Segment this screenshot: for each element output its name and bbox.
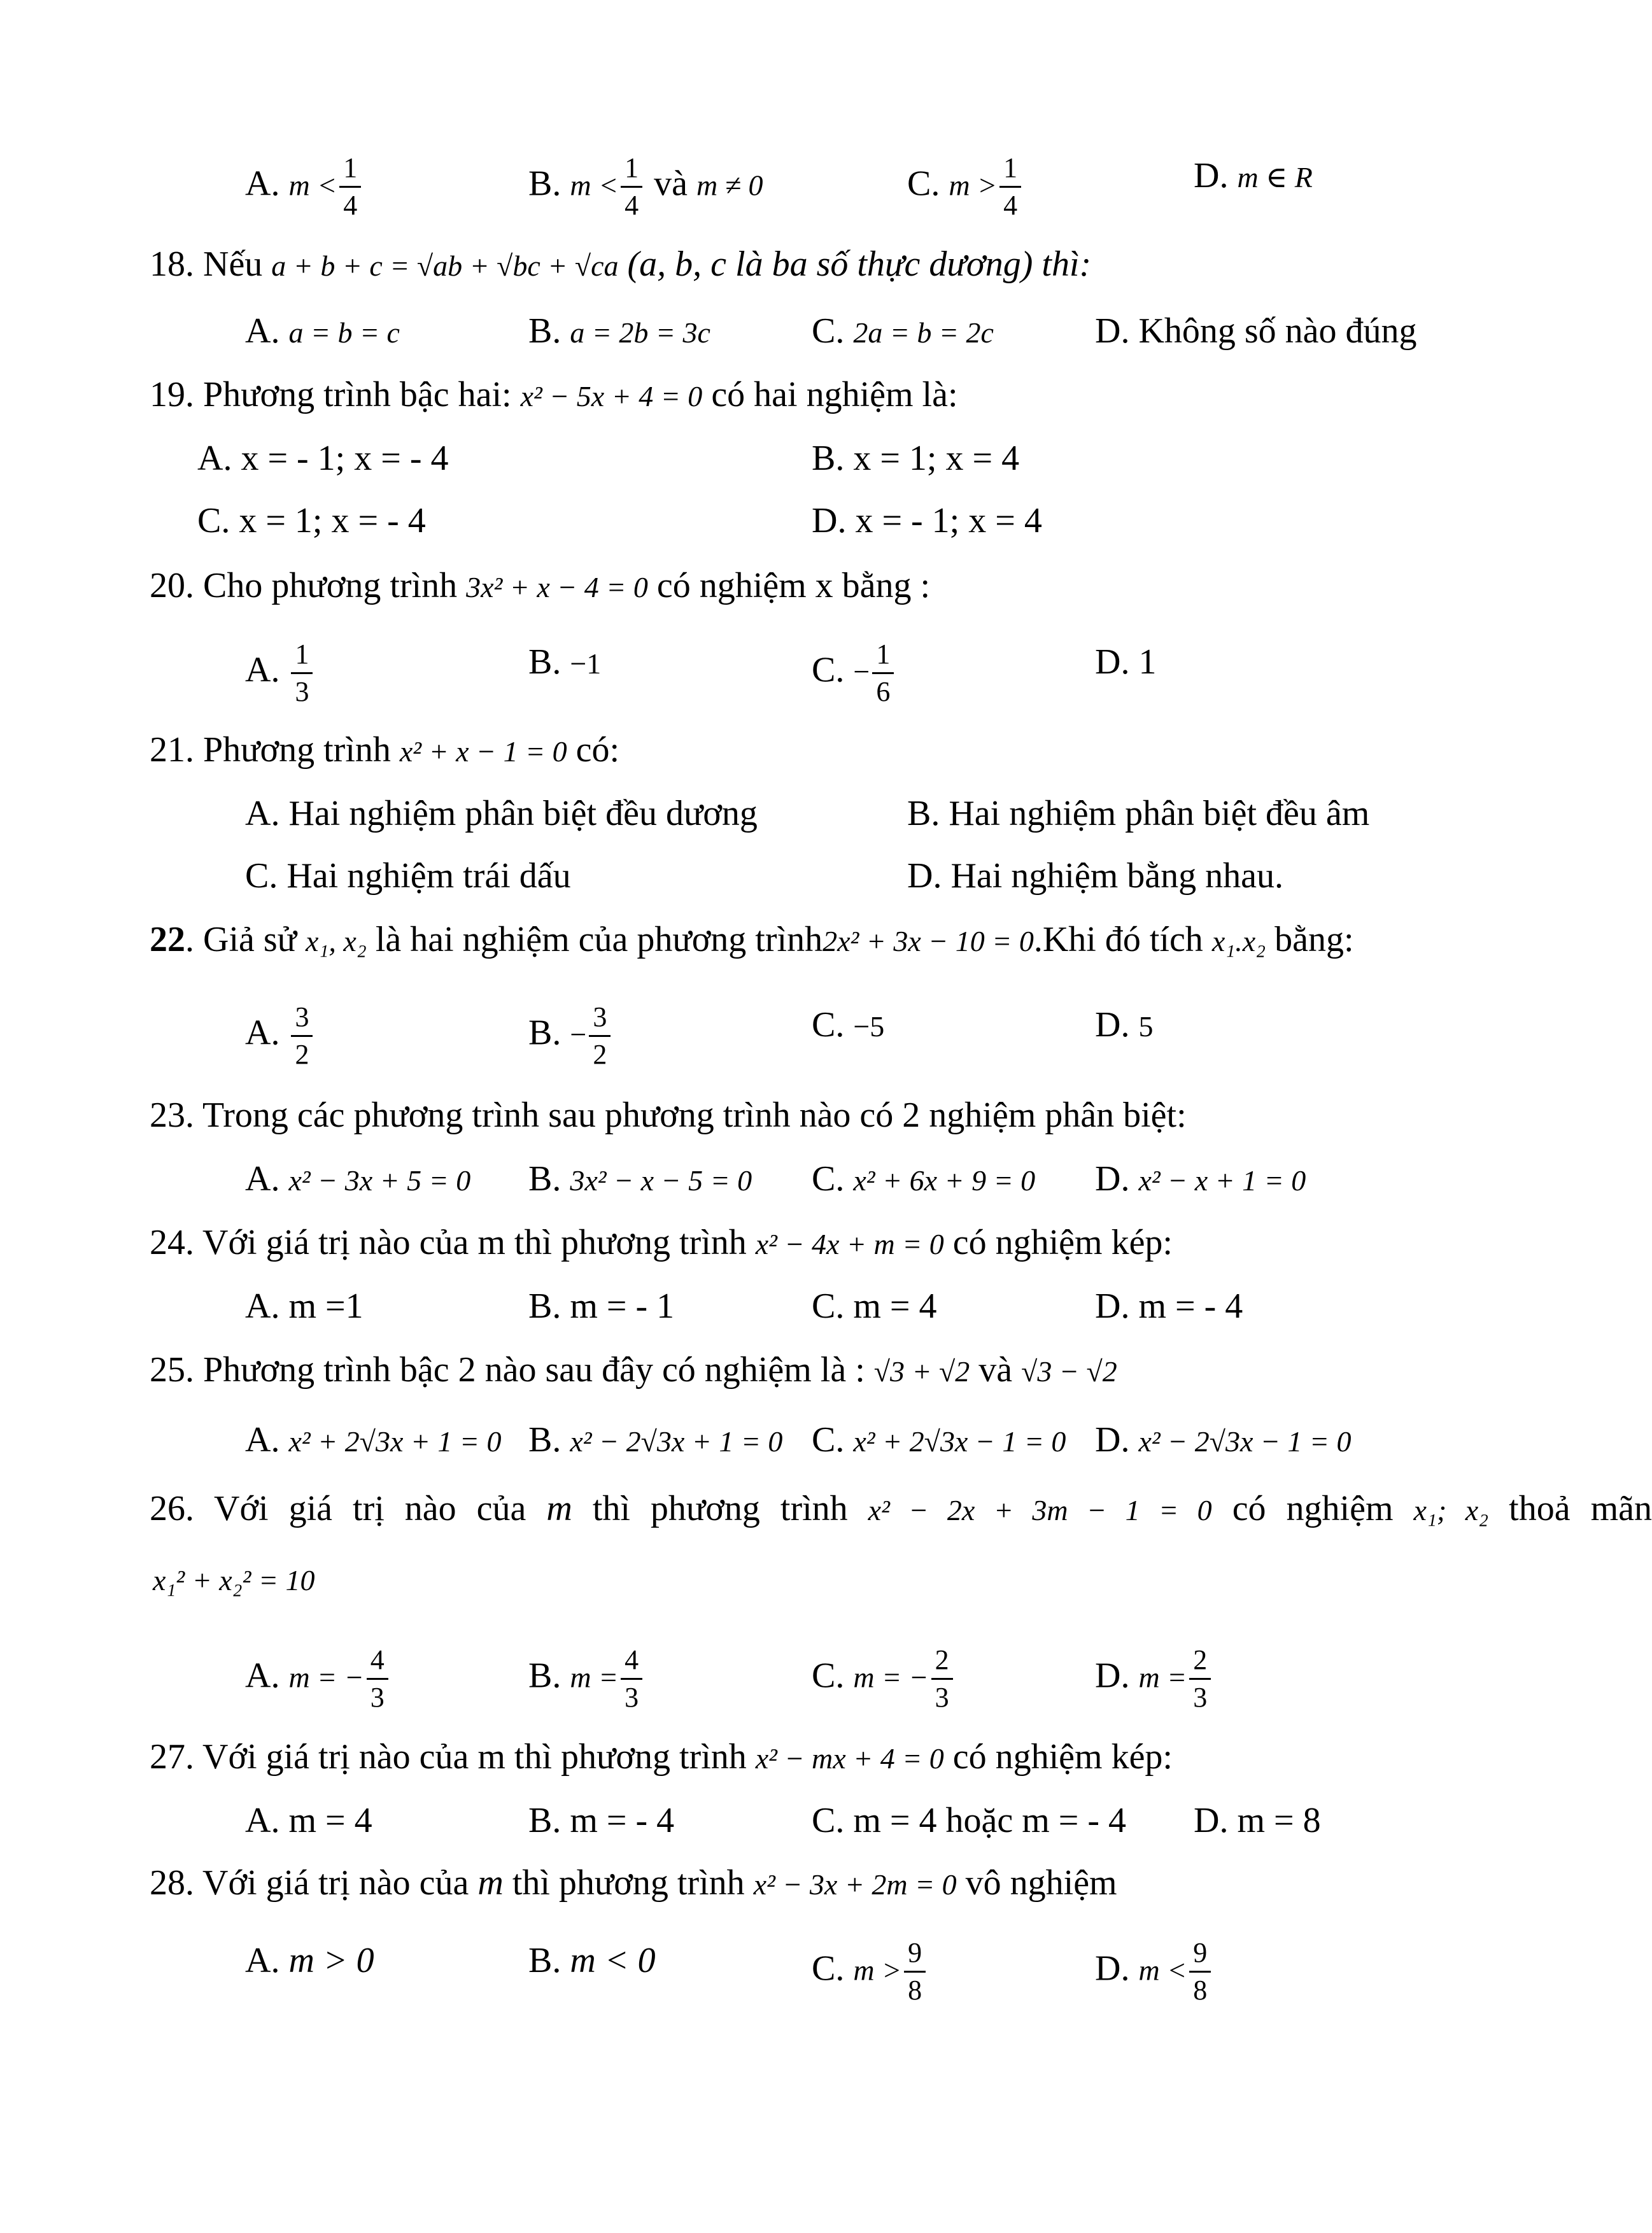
q26-option-d: D. m = $\frac{2}{3}$ [1095,1642,1213,1715]
q24-option-d: D. m = - 4 [1095,1286,1243,1326]
q23-option-b: B. 3x² − x − 5 = 0 [528,1159,752,1199]
q24-option-a: A. m =1 [245,1286,364,1326]
q23-option-c: C. x² + 6x + 9 = 0 [812,1159,1036,1199]
q22-option-a: A. $\frac{3}{2}$ [245,999,315,1073]
q22-option-d: D. 5 [1095,1005,1154,1045]
q25-question: 25. Phương trình bậc 2 nào sau đây có nghiệm là : √3 + √2 và √3 − √2 [150,1350,1117,1390]
q27-question: 27. Với giá trị nào của m thì phương trình x² − mx + 4 = 0 có nghiệm kép: [150,1737,1173,1777]
q19-option-d: D. x = - 1; x = 4 [812,501,1042,540]
q25-option-d: D. x² − 2√3x − 1 = 0 [1095,1420,1352,1460]
fraction: $\frac{2}{3}$ [931,1642,953,1715]
q18-option-c: C. 2a = b = 2c [812,311,994,351]
q23-option-a: A. x² − 3x + 5 = 0 [245,1159,471,1199]
q27-option-c: C. m = 4 hoặc m = - 4 [812,1801,1126,1840]
q22-option-c: C. −5 [812,1005,885,1045]
q20-option-c: C. − $\frac{1}{6}$ [812,637,896,710]
fraction: $\frac{1}{3}$ [291,637,313,710]
q24-option-c: C. m = 4 [812,1286,937,1326]
q24-option-b: B. m = - 1 [528,1286,675,1326]
q19-option-c: C. x = 1; x = - 4 [197,501,426,540]
q28-option-a: A. m > 0 [245,1941,374,1980]
q27-option-a: A. m = 4 [245,1801,372,1840]
q26-condition: x₁² + x₂² = 10 [153,1564,315,1596]
q28-question: 28. Với giá trị nào của m thì phương trình x² − 3x + 2m = 0 vô nghiệm [150,1863,1117,1903]
q24-question: 24. Với giá trị nào của m thì phương trình x² − 4x + m = 0 có nghiệm kép: [150,1223,1173,1262]
q17-option-c: C. m > $\frac{1}{4}$ [907,150,1024,223]
fraction: $\frac{1}{6}$ [872,637,894,710]
q23-option-d: D. x² − x + 1 = 0 [1095,1159,1306,1199]
fraction: $\frac{1}{4}$ [999,150,1021,223]
fraction: $\frac{9}{8}$ [1189,1935,1211,2008]
q19-option-a: A. x = - 1; x = - 4 [197,439,449,478]
q26-option-b: B. m = $\frac{4}{3}$ [528,1642,645,1715]
q25-option-b: B. x² − 2√3x + 1 = 0 [528,1420,783,1460]
q20-option-a: A. $\frac{1}{3}$ [245,637,315,710]
q27-option-b: B. m = - 4 [528,1801,675,1840]
fraction: $\frac{4}{3}$ [621,1642,642,1715]
q26-option-c: C. m = − $\frac{2}{3}$ [812,1642,956,1715]
q21-option-b: B. Hai nghiệm phân biệt đều âm [907,794,1370,833]
q18-option-b: B. a = 2b = 3c [528,311,710,351]
q18-question: 18. Nếu a + b + c = √ab + √bc + √ca (a, b, c là ba số thực dương) thì: [150,244,1092,284]
q17-option-a: A. m < $\frac{1}{4}$ [245,150,364,223]
q28-option-c: C. m > $\frac{9}{8}$ [812,1935,928,2008]
fraction: $\frac{3}{2}$ [291,999,313,1073]
q21-question: 21. Phương trình x² + x − 1 = 0 có: [150,730,620,770]
q28-option-b: B. m < 0 [528,1941,656,1980]
q20-option-d: D. 1 [1095,642,1157,682]
fraction: $\frac{4}{3}$ [367,1642,388,1715]
q27-option-d: D. m = 8 [1194,1801,1321,1840]
q20-option-b: B. −1 [528,642,602,682]
q20-question: 20. Cho phương trình 3x² + x − 4 = 0 có nghiệm x bằng : [150,566,931,605]
fraction: $\frac{9}{8}$ [904,1935,926,2008]
q25-option-c: C. x² + 2√3x − 1 = 0 [812,1420,1066,1460]
fraction: $\frac{1}{4}$ [339,150,361,223]
q17-option-d: D. m ∈ R [1194,156,1313,195]
q21-option-c: C. Hai nghiệm trái dấu [245,856,571,896]
q17-option-b: B. m < $\frac{1}{4}$ và m ≠ 0 [528,150,763,223]
q26-question: 26. Với giá trị nào của m thì phương trình x² − 2x + 3m − 1 = 0 có nghiệm x₁; x₂ thoả mãn [150,1489,1652,1528]
q21-option-a: A. Hai nghiệm phân biệt đều dương [245,794,758,833]
fraction: $\frac{2}{3}$ [1189,1642,1211,1715]
fraction: $\frac{3}{2}$ [589,999,611,1073]
q18-option-a: A. a = b = c [245,311,400,351]
q26-option-a: A. m = − $\frac{4}{3}$ [245,1642,391,1715]
q19-question: 19. Phương trình bậc hai: x² − 5x + 4 = 0 có hai nghiệm là: [150,375,958,414]
q23-question: 23. Trong các phương trình sau phương trình nào có 2 nghiệm phân biệt: [150,1095,1187,1135]
q22-question: 22. Giả sử x₁, x₂ là hai nghiệm của phương trình2x² + 3x − 10 = 0.Khi đó tích x₁.x₂ bằng: [150,920,1354,959]
q18-option-d: D. Không số nào đúng [1095,311,1417,351]
q28-option-d: D. m < $\frac{9}{8}$ [1095,1935,1213,2008]
q21-option-d: D. Hai nghiệm bằng nhau. [907,856,1283,896]
q25-option-a: A. x² + 2√3x + 1 = 0 [245,1420,502,1460]
fraction: $\frac{1}{4}$ [621,150,642,223]
q22-option-b: B. − $\frac{3}{2}$ [528,999,613,1073]
q19-option-b: B. x = 1; x = 4 [812,439,1020,478]
